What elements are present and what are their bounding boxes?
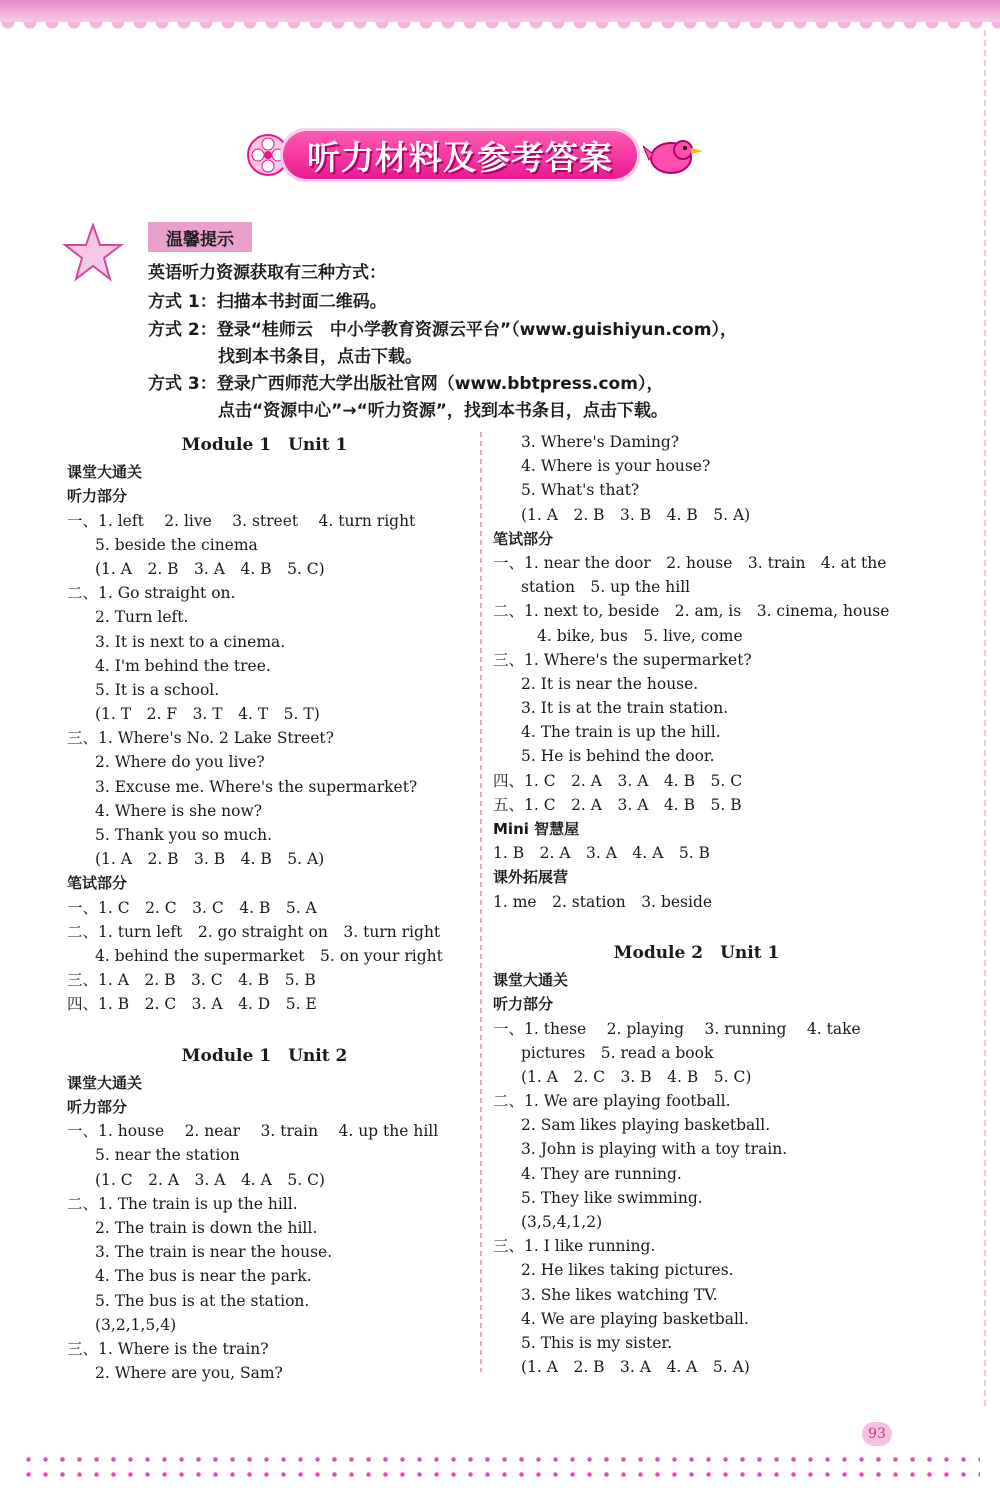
answer-line: 三、1. I like running.: [493, 1237, 656, 1256]
answer-line: 1. B 2. A 3. A 4. A 5. B: [493, 844, 710, 863]
answer-line: 5. beside the cinema: [95, 535, 258, 554]
answer-line: 一、1. these 2. playing 3. running 4. take: [493, 1019, 861, 1038]
bird-icon: [643, 132, 705, 178]
answer-line: 4. bike, bus 5. live, come: [537, 626, 743, 645]
tip-line: 找到本书条目，点击下载。: [218, 347, 422, 367]
answer-line: 二、1. turn left 2. go straight on 3. turn right: [67, 922, 441, 941]
answer-line: 三、1. Where's No. 2 Lake Street?: [67, 729, 334, 748]
answer-line: 2. Turn left.: [95, 608, 189, 627]
module-heading: Module 1 Unit 1: [181, 435, 348, 455]
title-box: [280, 128, 640, 182]
spacer: [67, 1017, 462, 1041]
answer-line: 1. me 2. station 3. beside: [493, 892, 713, 911]
answer-line: 五、1. C 2. A 3. A 4. B 5. B: [493, 795, 742, 814]
section-heading: 听力部分: [67, 1098, 128, 1117]
answer-line: 5. Thank you so much.: [95, 826, 273, 844]
tip-line: 方式 3：登录广西师范大学出版社官网（www.bbtpress.com），: [148, 374, 664, 394]
section-heading: 听力部分: [493, 995, 554, 1014]
answer-column-right: [493, 430, 900, 1379]
answer-line: 4. We are playing basketball.: [521, 1309, 749, 1328]
page-number: 93: [862, 1422, 892, 1446]
answer-line: 二、1. Go straight on.: [67, 584, 236, 603]
tip-label: 温馨提示: [148, 222, 252, 252]
answer-line: station 5. up the hill: [521, 578, 691, 597]
answer-line: 3. John is playing with a toy train.: [521, 1140, 788, 1159]
answer-line: 2. The train is down the hill.: [95, 1219, 318, 1237]
answer-line: 三、1. Where's the supermarket?: [493, 650, 752, 669]
answer-line: 2. Where are you, Sam?: [95, 1364, 283, 1383]
tip-line: 英语听力资源获取有三种方式：: [148, 263, 386, 283]
module-heading: Module 2 Unit 1: [613, 942, 780, 963]
answer-line: 4. behind the supermarket 5. on your right: [95, 946, 443, 965]
answer-line: 4. They are running.: [521, 1164, 682, 1183]
answer-line: (3,2,1,5,4): [95, 1315, 177, 1334]
answer-line: 一、1. house 2. near 3. train 4. up the hill: [67, 1122, 439, 1141]
answer-line: 5. He is behind the door.: [521, 747, 715, 766]
answer-column-left: [67, 430, 462, 1385]
answer-line: 2. He likes taking pictures.: [521, 1261, 734, 1280]
answer-line: 3. Excuse me. Where's the supermarket?: [95, 777, 418, 796]
answer-line: 3. Where's Daming?: [521, 433, 680, 451]
answer-line: 四、1. C 2. A 3. A 4. B 5. C: [493, 771, 743, 790]
section-heading: Mini 智慧屋: [493, 820, 580, 838]
bottom-dot-border: [20, 1452, 980, 1482]
answer-line: 5. What's that?: [521, 481, 640, 500]
section-heading: 课外拓展营: [493, 868, 569, 887]
star-icon: [62, 222, 124, 284]
answer-line: 3. She likes watching TV.: [521, 1285, 718, 1304]
answer-line: 4. The train is up the hill.: [521, 723, 721, 742]
answer-line: (1. C 2. A 3. A 4. A 5. C): [95, 1170, 325, 1189]
answer-line: (1. A 2. B 3. B 4. B 5. A): [95, 850, 325, 869]
answer-line: 二、1. The train is up the hill.: [67, 1194, 298, 1213]
section-heading: 课堂大通关: [493, 971, 569, 990]
section-heading: 听力部分: [67, 487, 128, 506]
answer-line: (3,5,4,1,2): [521, 1213, 603, 1231]
column-divider: [480, 432, 482, 1372]
answer-line: (1. T 2. F 3. T 4. T 5. T): [95, 705, 320, 724]
section-heading: 课堂大通关: [67, 1073, 143, 1092]
answer-line: 5. It is a school.: [95, 680, 220, 699]
answer-line: (1. A 2. C 3. B 4. B 5. C): [521, 1067, 752, 1086]
section-heading: 笔试部分: [67, 874, 128, 893]
answer-line: 一、1. left 2. live 3. street 4. turn right: [67, 511, 416, 530]
top-decorative-band: [0, 0, 1000, 22]
section-heading: 笔试部分: [493, 529, 554, 548]
answer-line: 3. It is at the train station.: [521, 699, 729, 718]
answer-line: 3. It is next to a cinema.: [95, 632, 286, 651]
answer-line: 5. They like swimming.: [521, 1188, 703, 1207]
answer-line: 4. I'm behind the tree.: [95, 656, 271, 675]
tip-line: 点击“资源中心”→“听力资源”，找到本书条目，点击下载。: [218, 401, 668, 421]
answer-line: (1. A 2. B 3. B 4. B 5. A): [521, 505, 751, 524]
answer-line: 4. Where is she now?: [95, 801, 263, 820]
page-title-banner: [245, 128, 705, 186]
answer-line: 三、1. Where is the train?: [67, 1339, 269, 1358]
answer-line: 4. The bus is near the park.: [95, 1267, 312, 1286]
answer-line: pictures 5. read a book: [521, 1043, 714, 1062]
answer-line: 一、1. near the door 2. house 3. train 4. at the: [493, 553, 887, 572]
answer-line: 四、1. B 2. C 3. A 4. D 5. E: [67, 995, 317, 1014]
right-decorative-strip: [984, 30, 986, 1410]
answer-line: 5. The bus is at the station.: [95, 1291, 310, 1310]
answer-line: 二、1. We are playing football.: [493, 1092, 731, 1111]
answer-line: 5. This is my sister.: [521, 1333, 672, 1352]
answer-line: 3. The train is near the house.: [95, 1243, 333, 1262]
answer-line: (1. A 2. B 3. A 4. B 5. C): [95, 559, 325, 578]
tip-line: 方式 1：扫描本书封面二维码。: [148, 292, 387, 312]
section-heading: 课堂大通关: [67, 463, 143, 482]
answer-line: 2. Where do you live?: [95, 753, 265, 772]
answer-line: 5. near the station: [95, 1146, 240, 1165]
spacer: [493, 914, 900, 938]
answer-line: 一、1. C 2. C 3. C 4. B 5. A: [67, 898, 317, 917]
answer-line: 二、1. next to, beside 2. am, is 3. cinema, house: [493, 602, 890, 621]
tip-line: 方式 2：登录“桂师云 中小学教育资源云平台”（www.guishiyun.com），: [148, 320, 737, 340]
answer-line: 4. Where is your house?: [521, 457, 711, 476]
module-heading: Module 1 Unit 2: [181, 1045, 348, 1066]
answer-line: 三、1. A 2. B 3. C 4. B 5. B: [67, 971, 316, 990]
page-title: 听力材料及参考答案: [307, 137, 613, 177]
answer-line: 2. It is near the house.: [521, 674, 699, 693]
answer-line: (1. A 2. B 3. A 4. A 5. A): [521, 1358, 750, 1377]
answer-line: 2. Sam likes playing basketball.: [521, 1116, 771, 1135]
